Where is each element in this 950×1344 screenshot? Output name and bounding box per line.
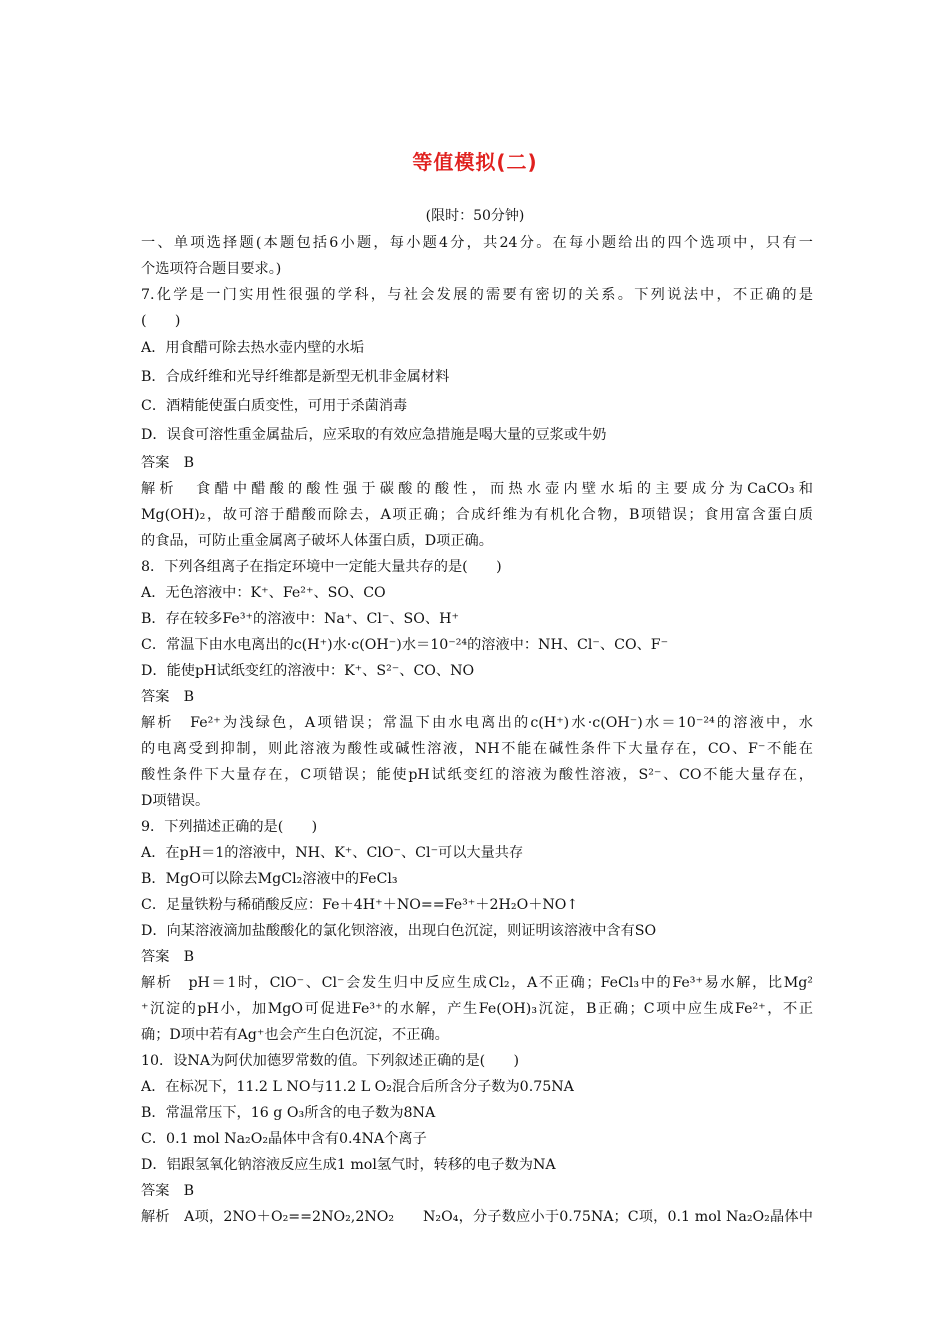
question-8-stem: 8．下列各组离子在指定环境中一定能大量共存的是( ) <box>141 559 502 575</box>
question-10-stem: 10．设NA为阿伏加德罗常数的值。下列叙述正确的是( ) <box>141 1053 520 1069</box>
question-7-analysis-line-2: Mg(OH)₂，故可溶于醋酸而除去，A项正确；合成纤维为有机化合物，B项错误；食用富含蛋白质 <box>141 507 813 523</box>
document-body <box>141 230 813 1230</box>
question-7-option-a: A．用食醋可除去热水壶内壁的水垢 <box>141 340 365 356</box>
question-10-analysis: 解析 A项，2NO＋O₂==2NO₂,2NO₂ N₂O₄，分子数应小于0.75NA；C项，0.1 mol Na₂O₂晶体中 <box>141 1209 813 1225</box>
question-9-stem: 9．下列描述正确的是( ) <box>141 819 318 835</box>
question-8-analysis-line-3: 酸性条件下大量存在，C项错误；能使pH试纸变红的溶液为酸性溶液，S²⁻、CO不能大量存在， <box>141 767 813 783</box>
section-heading: 一、单项选择题(本题包括6小题，每小题4分，共24分。在每小题给出的四个选项中，只有一 <box>141 235 813 251</box>
question-9-analysis-line-3: 确；D项中若有Ag⁺也会产生白色沉淀，不正确。 <box>141 1027 449 1043</box>
question-8-analysis: 解析 Fe²⁺为浅绿色，A项错误；常温下由水电离出的c(H⁺)水·c(OH⁻)水＝10⁻²⁴的溶液中，水 <box>141 715 813 731</box>
question-8-option-a: A．无色溶液中：K⁺、Fe²⁺、SO、CO <box>141 585 386 601</box>
question-7-analysis: 解析 食醋中醋酸的酸性强于碳酸的酸性，而热水壶内壁水垢的主要成分为CaCO₃和 <box>141 481 813 497</box>
question-9-answer: 答案 B <box>141 949 194 965</box>
question-10-option-c: C．0.1 mol Na₂O₂晶体中含有0.4NA个离子 <box>141 1131 427 1147</box>
question-10-option-b: B．常温常压下，16 g O₃所含的电子数为8NA <box>141 1105 436 1121</box>
section-heading-cont: 个选项符合题目要求。) <box>141 261 282 277</box>
question-8-analysis-line-4: D项错误。 <box>141 793 210 809</box>
question-9-option-b: B．MgO可以除去MgCl₂溶液中的FeCl₃ <box>141 871 398 887</box>
time-limit: (限时：50分钟) <box>425 208 525 224</box>
question-8-option-d: D．能使pH试纸变红的溶液中：K⁺、S²⁻、CO、NO <box>141 663 475 679</box>
question-8-answer: 答案 B <box>141 689 194 705</box>
question-9-option-d: D．向某溶液滴加盐酸酸化的氯化钡溶液，出现白色沉淀，则证明该溶液中含有SO <box>141 923 657 939</box>
question-7-stem: 7.化学是一门实用性很强的学科，与社会发展的需要有密切的关系。下列说法中，不正确的是 <box>141 287 813 303</box>
question-9-option-c: C．足量铁粉与稀硝酸反应：Fe＋4H⁺＋NO==Fe³⁺＋2H₂O＋NO↑ <box>141 897 579 913</box>
question-7-blank: ( ) <box>141 313 181 329</box>
question-8-option-b: B．存在较多Fe³⁺的溶液中：Na⁺、Cl⁻、SO、H⁺ <box>141 611 459 627</box>
question-10-answer: 答案 B <box>141 1183 194 1199</box>
question-8-option-c: C．常温下由水电离出的c(H⁺)水·c(OH⁻)水＝10⁻²⁴的溶液中：NH、Cl⁻、CO、F⁻ <box>141 637 669 653</box>
question-7-answer: 答案 B <box>141 455 194 471</box>
question-8-analysis-line-2: 的电离受到抑制，则此溶液为酸性或碱性溶液，NH不能在碱性条件下大量存在，CO、F⁻不能在 <box>141 741 813 757</box>
question-7-analysis-line-3: 的食品，可防止重金属离子破坏人体蛋白质，D项正确。 <box>141 533 493 549</box>
question-7-option-b: B．合成纤维和光导纤维都是新型无机非金属材料 <box>141 369 450 385</box>
question-7-option-c: C．酒精能使蛋白质变性，可用于杀菌消毒 <box>141 398 408 414</box>
page-title: 等值模拟(二) <box>412 150 538 174</box>
question-9-analysis: 解析 pH＝1时，ClO⁻、Cl⁻会发生归中反应生成Cl₂，A不正确；FeCl₃中的Fe³⁺易水解，比Mg² <box>141 975 813 991</box>
question-9-analysis-line-2: ⁺沉淀的pH小，加MgO可促进Fe³⁺的水解，产生Fe(OH)₃沉淀，B正确；C项中应生成Fe²⁺，不正 <box>141 1001 813 1017</box>
question-10-option-d: D．铝跟氢氧化钠溶液反应生成1 mol氢气时，转移的电子数为NA <box>141 1157 556 1173</box>
question-10-option-a: A．在标况下，11.2 L NO与11.2 L O₂混合后所含分子数为0.75NA <box>141 1079 574 1095</box>
question-9-option-a: A．在pH＝1的溶液中，NH、K⁺、ClO⁻、Cl⁻可以大量共存 <box>141 845 524 861</box>
question-7-option-d: D．误食可溶性重金属盐后，应采取的有效应急措施是喝大量的豆浆或牛奶 <box>141 427 607 443</box>
